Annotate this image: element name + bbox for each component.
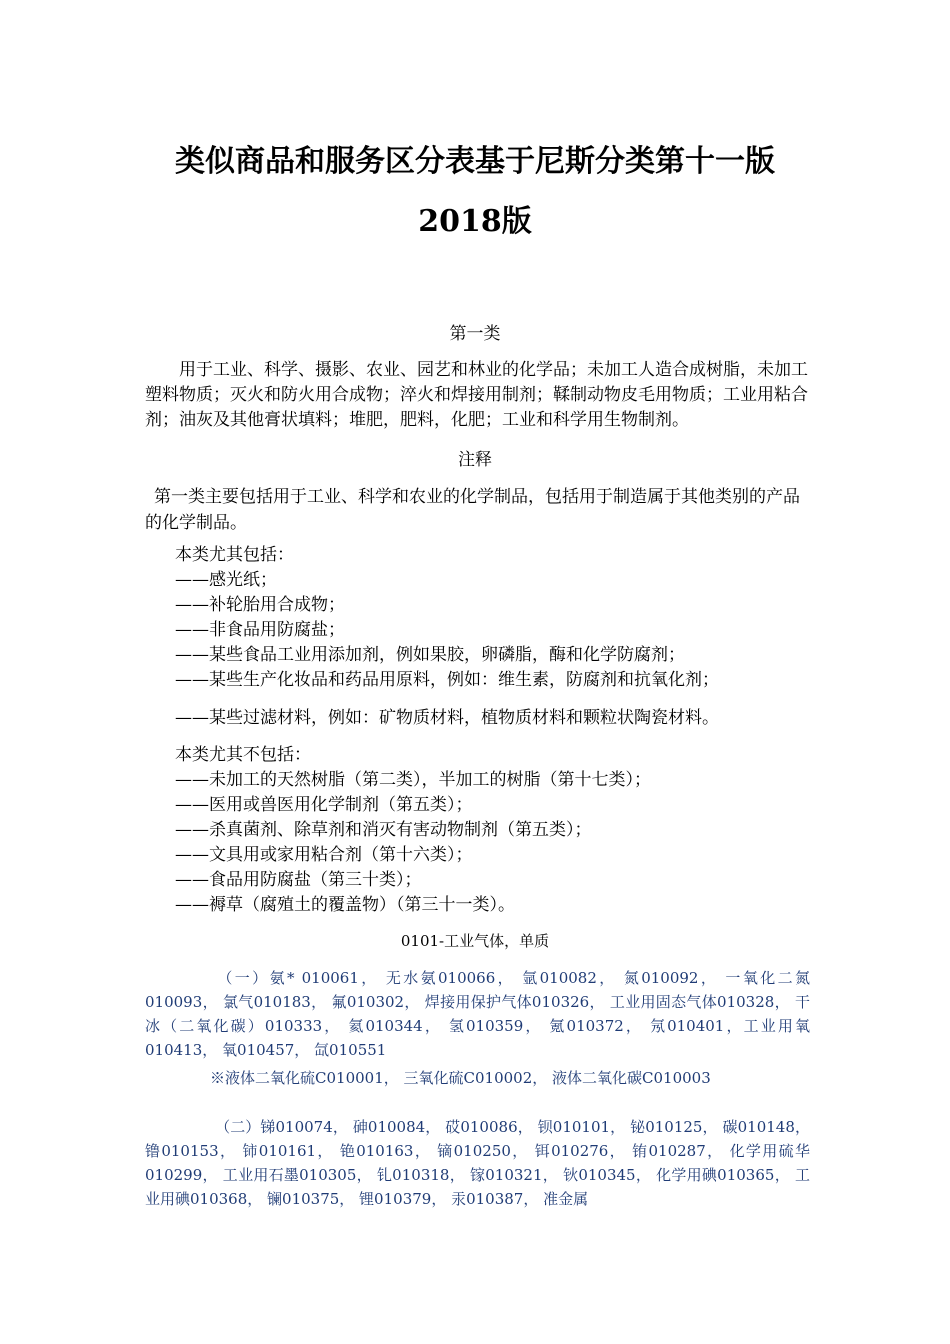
group-1-text: （一）氨* 010061， 无水氨010066， 氩010082， 氮010092， 一氧化二氮010093， 氯气010183， 氟010302， 焊接用保护气体010326， 工业用固态气体010328， 干冰（二氧化碳）010333， 氦010344， 氢010359， 氪010372， 氖010401，工业用氧010413， 氧010457， 氙010551 — [145, 969, 810, 1059]
includes-item: ——某些食品工业用添加剂，例如果胶，卵磷脂，酶和化学防腐剂； — [175, 645, 685, 665]
notes-heading: 注释 — [458, 450, 492, 470]
excludes-item: ——食品用防腐盐（第三十类）； — [175, 870, 422, 890]
includes-item: ——某些生产化妆品和药品用原料，例如：维生素，防腐剂和抗氧化剂； — [175, 670, 719, 690]
notes-text: 第一类主要包括用于工业、科学和农业的化学制品，包括用于制造属于其他类别的产品的化学制品。 — [145, 487, 800, 533]
includes-item: ——非食品用防腐盐； — [175, 620, 345, 640]
excludes-item: ——未加工的天然树脂（第二类），半加工的树脂（第十七类）； — [175, 770, 651, 790]
includes-item: ——某些过滤材料，例如：矿物质材料，植物质材料和颗粒状陶瓷材料。 — [175, 708, 719, 728]
excludes-item: ——文具用或家用粘合剂（第十六类）； — [175, 845, 473, 865]
document-title: 类似商品和服务区分表基于尼斯分类第十一版 — [175, 144, 775, 179]
includes-item: ——补轮胎用合成物； — [175, 595, 345, 615]
document-edition: 2018版 — [418, 204, 532, 239]
excludes-item: ——褥草（腐殖土的覆盖物）（第三十一类）。 — [175, 895, 515, 915]
excludes-heading: 本类尤其不包括： — [175, 745, 311, 765]
group-2-text: （二）锑010074， 砷010084， 砹010086， 钡010101， 铋010125， 碳010148， 镥010153， 铈010161， 铯010163， 镝010250， 铒010276， 铕010287， 化学用硫华010299， 工业用石墨010305， 钆010318， 镓010321， 钬010345， 化学用碘010365， 工业用碘010368， 镧010375， 锂010379， 汞010387， 准金属 — [145, 1118, 810, 1208]
class-description — [145, 358, 810, 433]
includes-heading: 本类尤其包括： — [175, 545, 294, 565]
group-1-items — [145, 966, 810, 1062]
includes-item: ——感光纸； — [175, 570, 277, 590]
class-description-text: 用于工业、科学、摄影、农业、园艺和林业的化学品；未加工人造合成树脂，未加工塑料物质；灭火和防火用合成物；淬火和焊接用制剂；鞣制动物皮毛用物质；工业用粘合剂；油灰及其他膏状填料；堆肥，肥料，化肥；工业和科学用生物制剂。 — [145, 360, 808, 430]
notes-paragraph — [145, 484, 810, 536]
group-1-note: ※液体二氧化硫C010001， 三氧化硫C010002， 液体二氧化碳C010003 — [210, 1069, 711, 1087]
excludes-item: ——杀真菌剂、除草剂和消灭有害动物制剂（第五类）； — [175, 820, 592, 840]
class-heading: 第一类 — [449, 324, 501, 344]
subgroup-heading: 0101-工业气体，单质 — [400, 932, 550, 950]
excludes-item: ——医用或兽医用化学制剂（第五类）； — [175, 795, 473, 815]
group-2-items — [145, 1115, 810, 1211]
